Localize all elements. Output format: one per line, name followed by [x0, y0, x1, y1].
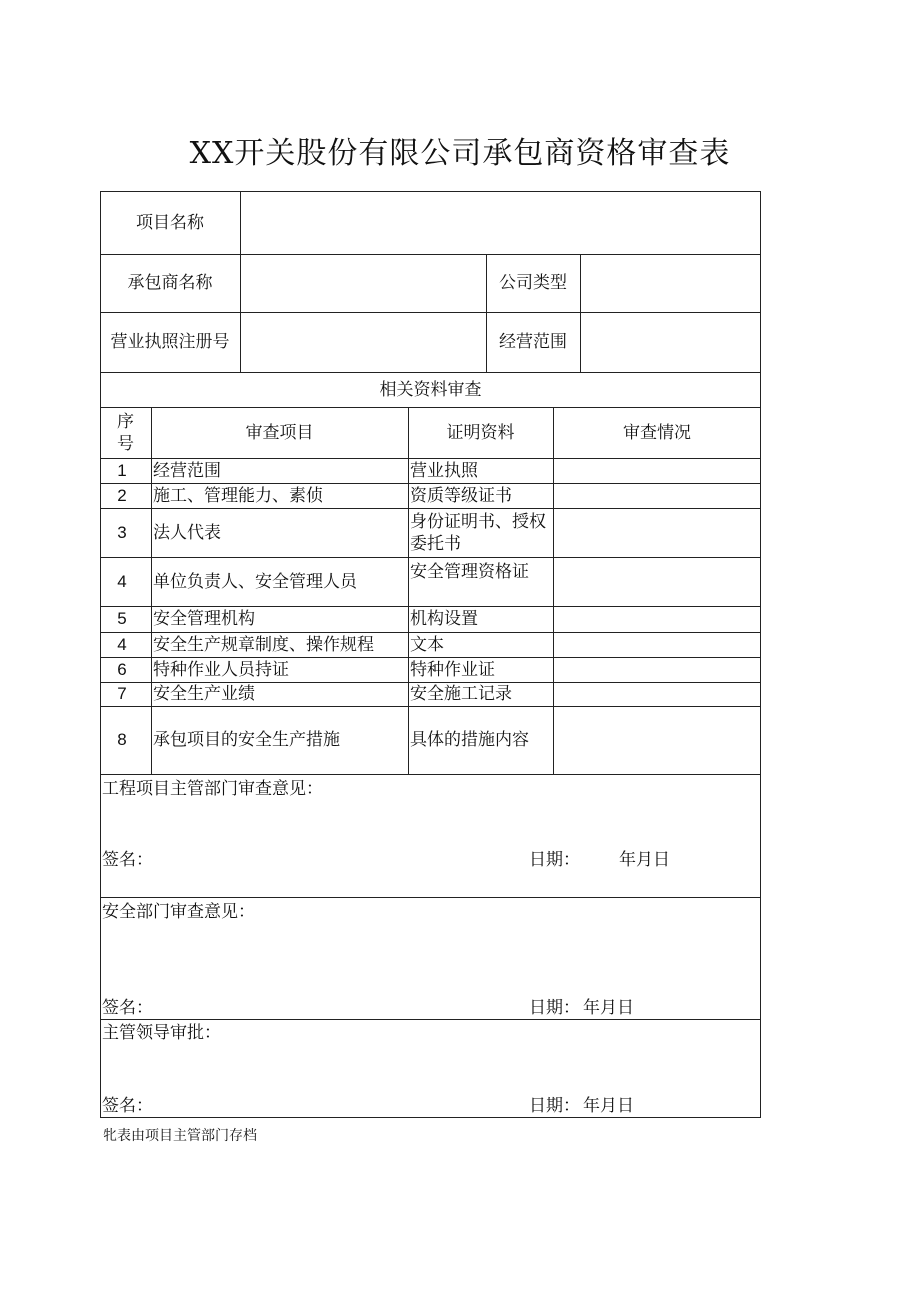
company-type-field[interactable] [581, 254, 761, 312]
date-label: 日期： [529, 1096, 580, 1116]
label-contractor-name: 承包商名称 [127, 273, 213, 293]
label-project-name: 项目名称 [136, 212, 204, 233]
row-number: 4 [117, 634, 127, 654]
review-item: 承包项目的安全生产措施 [153, 730, 340, 750]
sign-label: 签名： [102, 850, 153, 870]
review-item: 经营范围 [153, 460, 221, 481]
proof-document: 特种作业证 [410, 659, 495, 680]
form-title: XX开关股份有限公司承包商资格审查表 [189, 136, 731, 171]
opinion-label: 主管领导审批： [102, 1023, 221, 1043]
row-number: 4 [117, 571, 127, 591]
section-title: 相关资料审查 [379, 379, 482, 400]
business-scope-field[interactable] [581, 312, 761, 372]
footnote: 牝表由项目主管部门存档 [103, 1128, 257, 1144]
proof-document: 营业执照 [410, 460, 478, 481]
review-item: 安全管理机构 [153, 609, 255, 629]
review-status-field[interactable] [554, 632, 761, 657]
opinion-block-safety-dept[interactable] [100, 897, 761, 1019]
proof-document: 身份证明书、授权委托书 [410, 511, 546, 554]
opinion-label: 安全部门审查意见： [102, 902, 255, 922]
proof-document: 文本 [410, 634, 444, 655]
review-status-field[interactable] [554, 606, 761, 632]
row-number: 8 [117, 730, 127, 749]
date-ymd: 年月日 [619, 850, 670, 870]
sign-label: 签名： [102, 1096, 153, 1116]
proof-document: 具体的措施内容 [410, 730, 529, 750]
proof-document: 资质等级证书 [410, 485, 512, 506]
review-status-field[interactable] [554, 557, 761, 606]
review-item: 施工、管理能力、素侦 [153, 485, 323, 506]
review-status-field[interactable] [554, 508, 761, 557]
contractor-name-field[interactable] [241, 254, 486, 312]
column-header-seq: 序号 [117, 411, 134, 454]
opinion-block-leader-approval[interactable] [100, 1019, 761, 1118]
row-number: 7 [117, 684, 127, 703]
label-business-scope: 经营范围 [499, 332, 567, 352]
date-label: 日期： [529, 998, 580, 1018]
column-header-item: 审查项目 [245, 422, 314, 443]
date-ymd: 年月日 [583, 998, 634, 1018]
proof-document: 安全施工记录 [410, 684, 512, 704]
opinion-block-project-dept[interactable] [100, 774, 761, 897]
review-item: 安全生产规章制度、操作规程 [153, 634, 374, 655]
label-company-type: 公司类型 [499, 273, 567, 293]
review-item: 法人代表 [153, 522, 221, 543]
license-no-field[interactable] [241, 312, 486, 372]
row-number: 5 [117, 609, 127, 628]
date-ymd: 年月日 [583, 1096, 634, 1116]
proof-document: 安全管理资格证 [410, 562, 529, 582]
row-number: 6 [117, 659, 127, 679]
project-name-field[interactable] [241, 191, 761, 254]
review-status-field[interactable] [554, 483, 761, 508]
review-item: 特种作业人员持证 [153, 659, 289, 680]
row-number: 1 [117, 460, 127, 480]
review-status-field[interactable] [554, 458, 761, 483]
review-status-field[interactable] [554, 706, 761, 774]
opinion-label: 工程项目主管部门审查意见： [102, 779, 323, 799]
review-status-field[interactable] [554, 682, 761, 706]
column-header-status: 审查情况 [623, 422, 691, 443]
sign-label: 签名： [102, 998, 153, 1018]
qualification-review-form [100, 191, 761, 1118]
proof-document: 机构设置 [410, 609, 478, 629]
review-status-field[interactable] [554, 657, 761, 682]
date-label: 日期： [529, 850, 580, 870]
review-item: 安全生产业绩 [153, 684, 255, 704]
column-header-proof: 证明资料 [446, 422, 515, 443]
review-item: 单位负责人、安全管理人员 [153, 571, 357, 592]
row-number: 2 [117, 485, 127, 505]
row-number: 3 [117, 522, 127, 542]
label-license-no: 营业执照注册号 [110, 332, 230, 352]
